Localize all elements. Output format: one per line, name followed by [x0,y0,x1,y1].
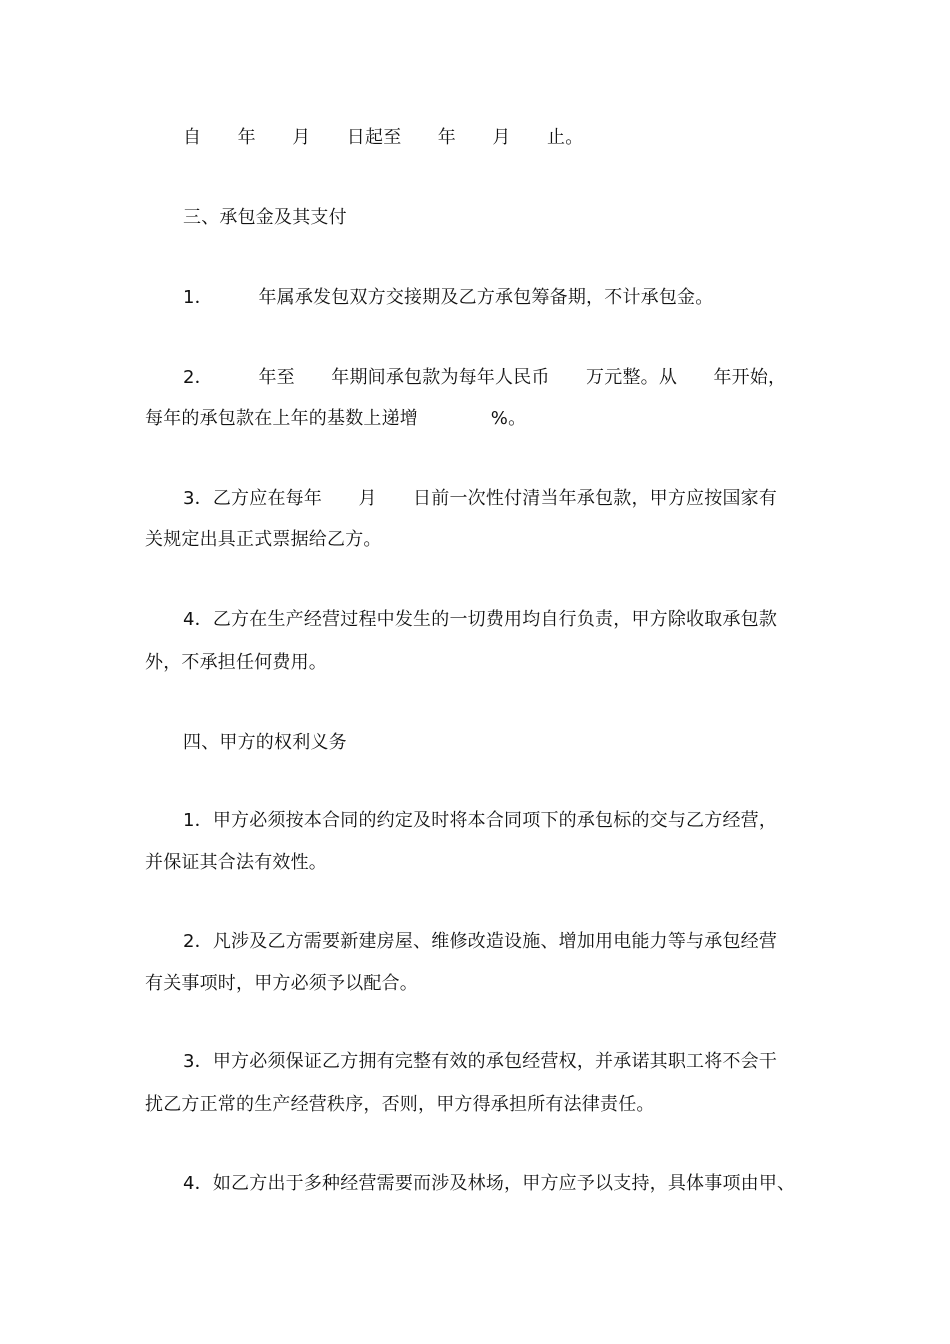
payment-clause-3-line-1: 3．乙方应在每年 月 日前一次性付清当年承包款，甲方应按国家有 [183,488,778,509]
payment-clause-2-line-2: 每年的承包款在上年的基数上递增 %。 [145,408,527,429]
party-a-clause-1-line-1: 1．甲方必须按本合同的约定及时将本合同项下的承包标的交与乙方经营， [183,810,778,831]
payment-clause-4-line-2: 外，不承担任何费用。 [145,652,327,673]
party-a-clause-1-line-2: 并保证其合法有效性。 [145,852,327,873]
payment-clause-1: 1． 年属承发包双方交接期及乙方承包筹备期，不计承包金。 [183,287,714,308]
party-a-clause-3-line-2: 扰乙方正常的生产经营秩序，否则，甲方得承担所有法律责任。 [145,1094,655,1115]
party-a-clause-2-line-1: 2．凡涉及乙方需要新建房屋、维修改造设施、增加用电能力等与承包经营 [183,931,778,952]
contract-period-line: 自 年 月 日起至 年 月 止。 [183,127,584,148]
party-a-clause-2-line-2: 有关事项时，甲方必须予以配合。 [145,973,418,994]
payment-clause-3-line-2: 关规定出具正式票据给乙方。 [145,529,382,550]
payment-clause-2-line-1: 2． 年至 年期间承包款为每年人民币 万元整。从 年开始， [183,367,787,388]
party-a-clause-3-line-1: 3．甲方必须保证乙方拥有完整有效的承包经营权，并承诺其职工将不会干 [183,1051,778,1072]
section-heading-party-a: 四、甲方的权利义务 [183,732,347,753]
section-heading-payment: 三、承包金及其支付 [183,207,347,228]
party-a-clause-4-line-1: 4．如乙方出于多种经营需要而涉及林场，甲方应予以支持，具体事项由甲、 [183,1173,796,1194]
payment-clause-4-line-1: 4．乙方在生产经营过程中发生的一切费用均自行负责，甲方除收取承包款 [183,609,778,630]
